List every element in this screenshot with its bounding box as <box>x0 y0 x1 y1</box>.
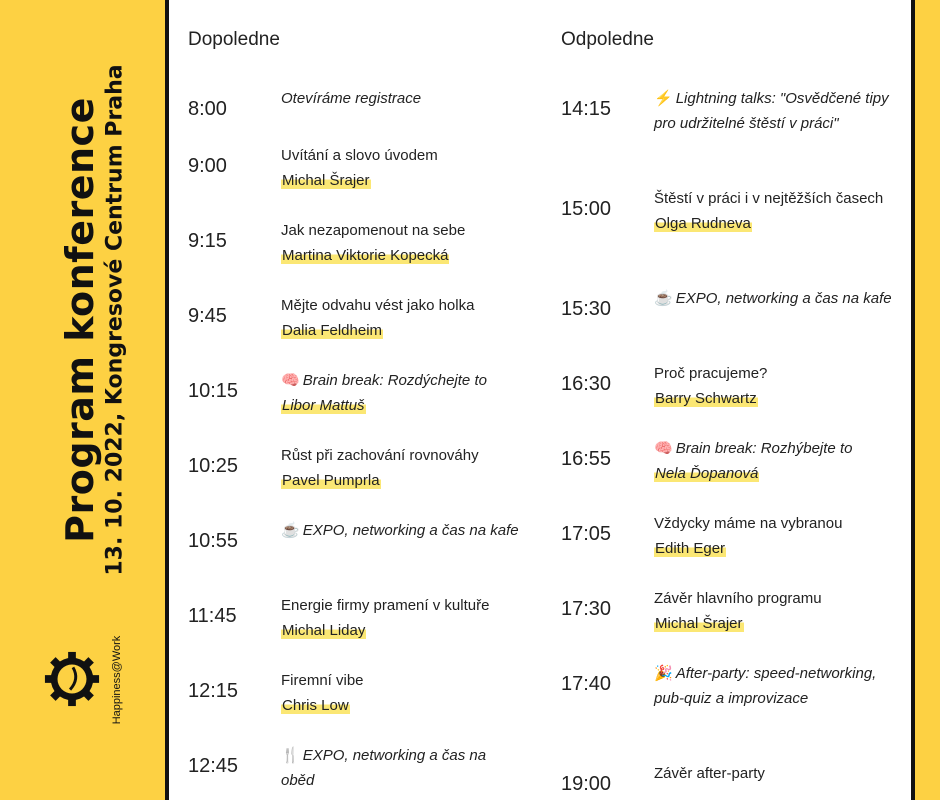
session-entry <box>281 443 521 493</box>
session-time: 8:00 <box>188 98 227 120</box>
session-entry <box>281 668 521 718</box>
session-entry <box>654 186 894 236</box>
session-emoji-icon: ☕ <box>654 290 673 307</box>
speaker-name: Dalia Feldheim <box>282 322 383 339</box>
session-title-text: Proč pracujeme? <box>654 365 768 382</box>
session-title-text: EXPO, networking a čas na kafe <box>675 290 892 307</box>
session-title-text: Vždycky máme na vybranou <box>654 515 843 532</box>
session-time: 10:15 <box>188 380 239 402</box>
session-time: 16:30 <box>561 373 612 395</box>
session-time: 11:45 <box>188 605 237 627</box>
session-time: 9:45 <box>188 305 227 327</box>
session-time: 9:00 <box>188 155 227 177</box>
session-entry <box>654 86 894 136</box>
session-time: 10:25 <box>188 455 239 477</box>
session-emoji-icon: 🧠 <box>654 440 673 457</box>
session-emoji-icon: ☕ <box>281 522 300 539</box>
session-title <box>654 761 894 786</box>
afternoon-header: Odpoledne <box>561 29 654 50</box>
session-entry <box>281 593 521 643</box>
session-time: 17:05 <box>561 523 612 545</box>
session-time: 16:55 <box>561 448 612 470</box>
session-entry <box>281 143 521 193</box>
session-entry <box>654 511 894 561</box>
session-title-text: Závěr hlavního programu <box>654 590 822 607</box>
logo-text: Happiness@Work <box>111 635 123 725</box>
session-entry <box>654 586 894 636</box>
speaker-name: Nela Ďopanová <box>655 465 759 482</box>
session-time: 14:15 <box>561 98 612 120</box>
session-time: 9:15 <box>188 230 227 252</box>
session-entry <box>654 761 894 786</box>
session-entry <box>281 743 521 793</box>
session-entry <box>281 518 521 543</box>
session-title-text: Růst při zachování rovnováhy <box>281 447 479 464</box>
session-entry <box>281 218 521 268</box>
morning-header: Dopoledne <box>188 29 280 50</box>
session-title-text: EXPO, networking a čas na kafe <box>302 522 519 539</box>
speaker-name: Chris Low <box>282 697 349 714</box>
session-title-text: Závěr after-party <box>654 765 765 782</box>
session-title <box>281 743 521 793</box>
session-title <box>281 293 521 318</box>
session-emoji-icon: ⚡ <box>654 90 673 107</box>
conference-title: Program konference <box>58 97 102 543</box>
left-band <box>0 0 165 788</box>
session-time: 15:00 <box>561 198 612 220</box>
session-title-text: Lightning talks: "Osvědčené tipy pro udržitelné štěstí v práci" <box>654 90 889 132</box>
conference-date-venue: 13. 10. 2022, Kongresové Centrum Praha <box>102 64 128 576</box>
session-title-text: Jak nezapomenout na sebe <box>281 222 466 239</box>
speaker-name: Michal Liday <box>282 622 366 639</box>
session-title <box>281 593 521 618</box>
session-entry <box>281 368 521 418</box>
speaker-name: Martina Viktorie Kopecká <box>282 247 449 264</box>
program-card <box>165 0 915 800</box>
session-title-text: Mějte odvahu vést jako holka <box>281 297 475 314</box>
session-title <box>281 668 521 693</box>
session-title <box>281 143 521 168</box>
session-time: 19:00 <box>561 773 612 795</box>
session-title <box>281 218 521 243</box>
session-title-text: Štěstí v práci i v nejtěžších časech <box>654 190 884 207</box>
gear-logo-icon <box>43 650 101 708</box>
session-time: 15:30 <box>561 298 612 320</box>
session-emoji-icon: 🧠 <box>281 372 300 389</box>
session-title <box>654 661 894 711</box>
session-time: 12:45 <box>188 755 239 777</box>
session-title <box>654 586 894 611</box>
session-title <box>654 361 894 386</box>
session-title-text: Brain break: Rozdýchejte to <box>302 372 487 389</box>
session-title-text: Uvítání a slovo úvodem <box>281 147 438 164</box>
session-title <box>654 436 894 461</box>
session-title-text: Energie firmy pramení v kultuře <box>281 597 490 614</box>
session-emoji-icon: 🍴 <box>281 747 300 764</box>
session-title <box>654 86 894 136</box>
session-emoji-icon: 🎉 <box>654 665 673 682</box>
session-time: 10:55 <box>188 530 239 552</box>
speaker-name: Pavel Pumprla <box>282 472 380 489</box>
session-title <box>654 186 894 211</box>
session-title <box>281 443 521 468</box>
session-title <box>281 368 521 393</box>
speaker-name: Olga Rudneva <box>655 215 751 232</box>
session-title <box>654 511 894 536</box>
session-entry <box>654 361 894 411</box>
session-title <box>654 286 894 311</box>
session-title-text: Firemní vibe <box>281 672 364 689</box>
speaker-name: Barry Schwartz <box>655 390 757 407</box>
session-time: 17:40 <box>561 673 612 695</box>
session-title <box>281 518 521 543</box>
session-entry <box>281 293 521 343</box>
session-entry <box>654 286 894 311</box>
session-entry <box>281 86 521 111</box>
session-time: 12:15 <box>188 680 239 702</box>
session-title-text: Otevíráme registrace <box>281 90 422 107</box>
session-entry <box>654 661 894 711</box>
speaker-name: Libor Mattuš <box>282 397 365 414</box>
session-title-text: EXPO, networking a čas na oběd <box>281 747 487 789</box>
session-title-text: Brain break: Rozhýbejte to <box>675 440 853 457</box>
session-entry <box>654 436 894 486</box>
speaker-name: Michal Šrajer <box>655 615 743 632</box>
session-time: 17:30 <box>561 598 612 620</box>
session-title-text: After-party: speed-networking, pub-quiz a improvizace <box>654 665 877 707</box>
session-title <box>281 86 521 111</box>
speaker-name: Edith Eger <box>655 540 726 557</box>
speaker-name: Michal Šrajer <box>282 172 370 189</box>
